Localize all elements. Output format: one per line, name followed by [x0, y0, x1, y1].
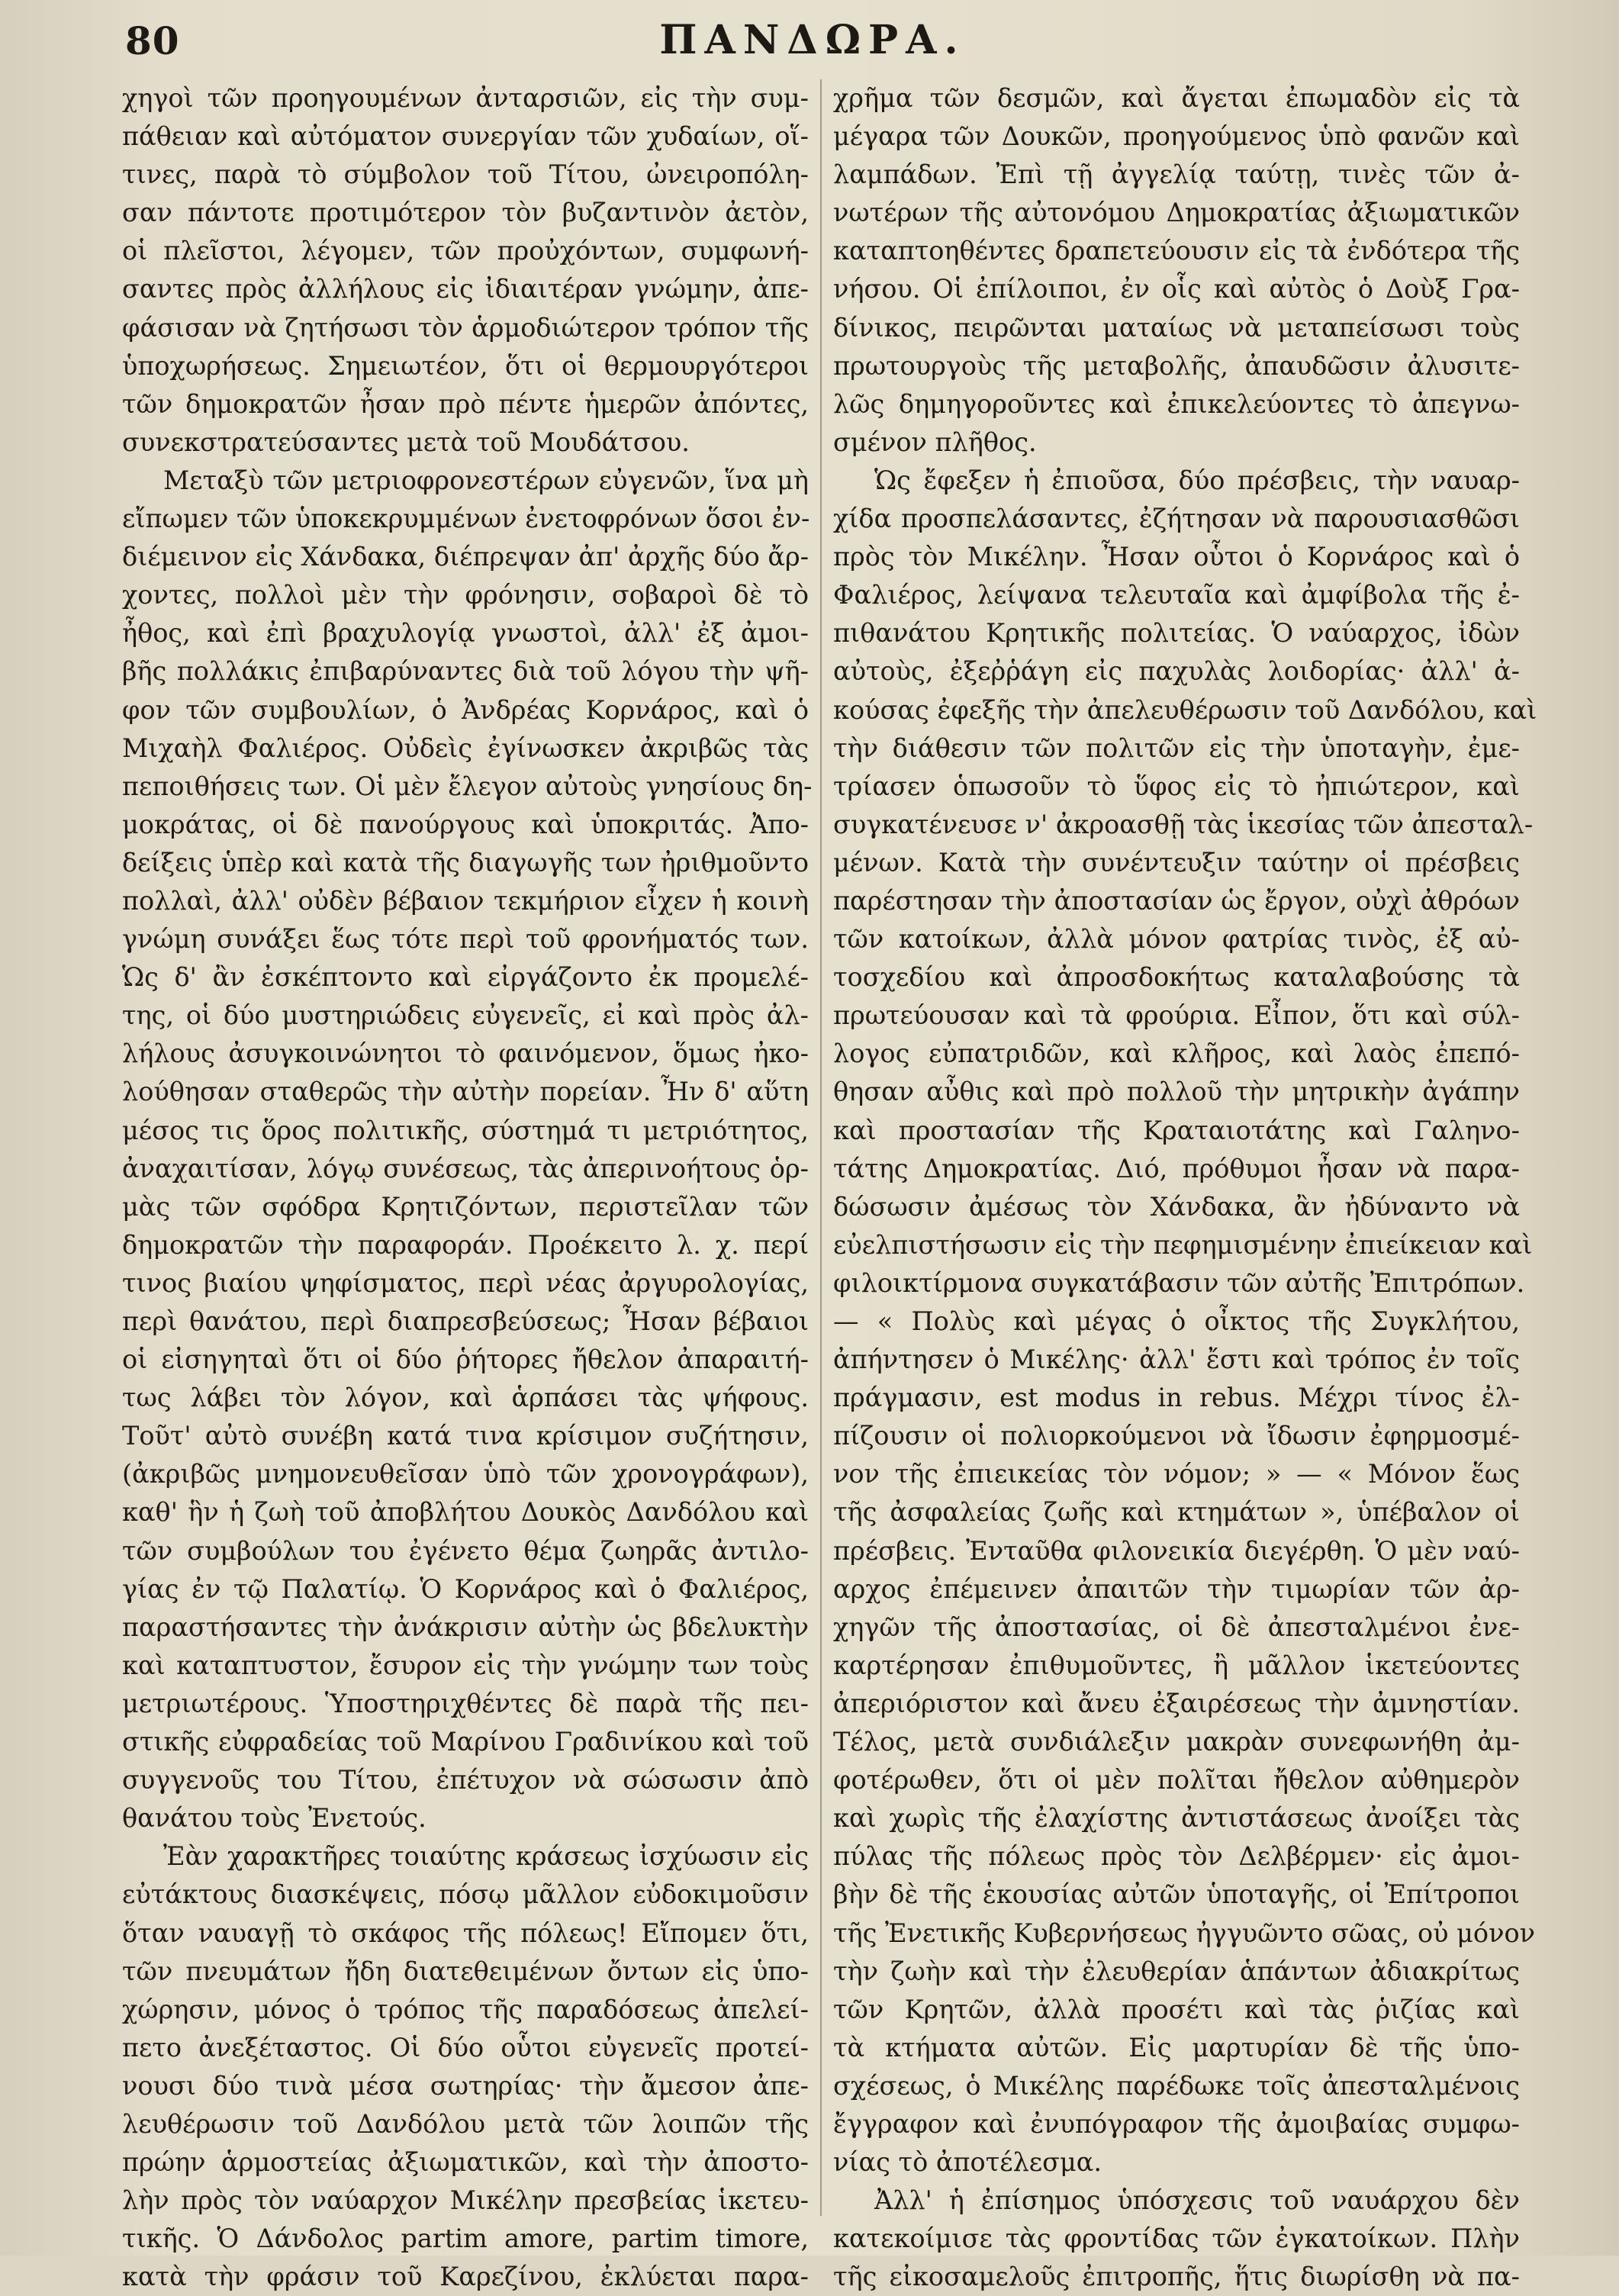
- text-line: της, οἱ δύο μυστηριώδεις εὐγενεῖς, εἰ καὶ πρὸς ἀλ-: [122, 1000, 809, 1031]
- text-line: μένων. Κατὰ τὴν συνέντευξιν ταύτην οἱ πρέσβεις: [833, 847, 1520, 878]
- text-line: εἴπωμεν τῶν ὑποκεκρυμμένων ἐνετοφρόνων ὅσοι ἐν-: [122, 504, 810, 534]
- text-line: μέγαρα τῶν Δουκῶν, προηγούμενος ὑπὸ φανῶν καὶ: [833, 121, 1520, 152]
- text-line: συγκατένευσε ν' ἀκροασθῇ τὰς ἱκεσίας τῶν ἀπεσταλ-: [833, 809, 1534, 839]
- text-line: δείξεις ὑπὲρ καὶ κατὰ τῆς διαγωγῆς των ἠριθμοῦντο: [122, 847, 809, 878]
- text-line: χηγοὶ τῶν προηγουμένων ἀνταρσιῶν, εἰς τὴν συμ-: [122, 83, 809, 113]
- text-line: Τέλος, μετὰ συνδιάλεξιν μακρὰν συνεφωνήθη ἀμ-: [833, 1727, 1520, 1757]
- text-line: μοκράτας, οἱ δὲ πανούργους καὶ ὑποκριτάς. Ἀπο-: [122, 809, 809, 839]
- text-line: τῶν πνευμάτων ἤδη διατεθειμένων ὄντων εἰς ὑπο-: [122, 1956, 809, 1986]
- text-line: μέσος τις ὅρος πολιτικῆς, σύστημά τι μετριότητος,: [122, 1115, 809, 1145]
- text-line: ὅταν ναυαγῇ τὸ σκάφος τῆς πόλεως! Εἴπομεν ὅτι,: [122, 1918, 809, 1948]
- text-line: καὶ καταπτυστον, ἔσυρον εἰς τὴν γνώμην των τοὺς: [122, 1650, 809, 1680]
- text-line: σαν πάντοτε προτιμότερον τὸν βυζαντινὸν ἀετὸν,: [122, 198, 809, 228]
- text-line: πάθειαν καὶ αὐτόματον συνεργίαν τῶν χυδαίων, οἵ-: [122, 121, 809, 152]
- text-line: Μιχαὴλ Φαλιέρος. Οὐδεὶς ἐγίνωσκεν ἀκριβῶς τὰς: [122, 733, 809, 763]
- text-line: νήσου. Οἱ ἐπίλοιποι, ἐν οἷς καὶ αὐτὸς ὁ Δοὺξ Γρα-: [833, 274, 1520, 304]
- text-line: καθ' ἣν ἡ ζωὴ τοῦ ἀποβλήτου Δουκὸς Δανδόλου καὶ: [122, 1497, 809, 1528]
- text-line: λήλους ἀσυγκοινώνητοι τὸ φαινόμενον, ὅμως ἠκο-: [122, 1039, 809, 1069]
- text-line: ὑποχωρήσεως. Σημειωτέον, ὅτι οἱ θερμουργότεροι: [122, 350, 809, 381]
- page-number: 80: [125, 18, 180, 63]
- text-line: βὴν δὲ τῆς ἑκουσίας αὐτῶν ὑποταγῆς, οἱ Ἐπίτροποι: [833, 1879, 1520, 1910]
- text-line: λευθέρωσιν τοῦ Δανδόλου μετὰ τῶν λοιπῶν τῆς: [122, 2108, 809, 2139]
- page-header: [114, 14, 1511, 64]
- text-line: τινος βιαίου ψηφίσματος, περὶ νέας ἀργυρολογίας,: [122, 1267, 809, 1298]
- text-line: συνεκστρατεύσαντες μετὰ τοῦ Μουδάτσου.: [122, 427, 690, 457]
- text-line: φον τῶν συμβουλίων, ὁ Ἀνδρέας Κορνάρος, καὶ ὁ: [122, 694, 809, 725]
- paragraph: [833, 2182, 1520, 2296]
- text-line: χώρησιν, μόνος ὁ τρόπος τῆς παραδόσεως ἀπελεί-: [122, 1994, 809, 2024]
- text-line: πρωτεύουσαν καὶ τὰ φρούρια. Εἶπον, ὅτι καὶ σύλ-: [833, 1000, 1520, 1031]
- column-divider: [820, 79, 822, 2216]
- left-column: [122, 79, 813, 2292]
- text-line: πετο ἀνεξέταστος. Οἱ δύο οὗτοι εὐγενεῖς προτεί-: [122, 2032, 809, 2063]
- text-line: φοτέρωθεν, ὅτι οἱ μὲν πολῖται ἤθελον αὐθημερὸν: [833, 1765, 1520, 1795]
- text-line: παραστήσαντες τὴν ἀνάκρισιν αὐτὴν ὡς βδελυκτὴν: [122, 1612, 809, 1642]
- text-line: τικῆς. Ὁ Δάνδολος partim amore, partim timore,: [122, 2224, 809, 2254]
- text-line: τὴν ζωὴν καὶ τὴν ἐλευθερίαν ἁπάντων ἀδιακρίτως: [833, 1956, 1520, 1986]
- text-line: — « Πολὺς καὶ μέγας ὁ οἶκτος τῆς Συγκλήτου,: [833, 1306, 1520, 1336]
- text-line: τῆς εἰκοσαμελοῦς ἐπιτροπῆς, ἥτις διωρίσθη νὰ πα-: [833, 2262, 1520, 2292]
- text-line: ἔγγραφον καὶ ἐνυπόγραφον τῆς ἀμοιβαίας συμφω-: [833, 2108, 1520, 2139]
- text-line: χίδα προσπελάσαντες, ἐζήτησαν νὰ παρουσιασθῶσι: [833, 504, 1520, 534]
- text-line: (ἀκριβῶς μνημονευθεῖσαν ὑπὸ τῶν χρονογράφων),: [122, 1459, 809, 1489]
- text-line: πολλαὶ, ἀλλ' οὐδὲν βέβαιον τεκμήριον εἶχεν ἡ κοινὴ: [122, 885, 809, 916]
- text-line: θησαν αὖθις καὶ πρὸ πολλοῦ τὴν μητρικὴν ἀγάπην: [833, 1077, 1520, 1107]
- text-line: διέμεινον εἰς Χάνδακα, διέπρεψαν ἀπ' ἀρχῆς δύο ἄρ-: [122, 542, 810, 572]
- text-line: τῶν συμβούλων του ἐγένετο θέμα ζωηρᾶς ἀντιλο-: [122, 1535, 809, 1566]
- text-line: Μεταξὺ τῶν μετριοφρονεστέρων εὐγενῶν, ἵνα μὴ: [163, 465, 809, 495]
- text-line: πρώην ἁρμοστείας ἀξιωματικῶν, καὶ τὴν ἀποστο-: [122, 2147, 809, 2178]
- text-line: καὶ προστασίαν τῆς Κραταιοτάτης καὶ Γαληνο-: [833, 1115, 1520, 1145]
- text-line: καρτέρησαν ἐπιθυμοῦντες, ἢ μᾶλλον ἱκετεύοντες: [833, 1650, 1520, 1680]
- text-line: λογος εὐπατριδῶν, καὶ κλῆρος, καὶ λαὸς ἐπεπό-: [833, 1039, 1520, 1069]
- text-line: γίας ἐν τῷ Παλατίῳ. Ὁ Κορνάρος καὶ ὁ Φαλιέρος,: [122, 1573, 809, 1604]
- text-line: τῶν δημοκρατῶν ἦσαν πρὸ πέντε ἡμερῶν ἀπόντες,: [122, 388, 809, 419]
- text-line: κούσας ἐφεξῆς τὴν ἀπελευθέρωσιν τοῦ Δανδόλου, καὶ: [833, 694, 1537, 725]
- text-line: σμένον πλῆθος.: [833, 427, 1037, 457]
- text-line: στικῆς εὐφραδείας τοῦ Μαρίνου Γραδινίκου καὶ τοῦ: [122, 1727, 809, 1757]
- text-line: οἱ πλεῖστοι, λέγομεν, τῶν προὐχόντων, συμφωνή-: [122, 236, 809, 266]
- text-line: αὐτοὺς, ἐξεῤῥάγη εἰς παχυλὰς λοιδορίας· ἀλλ' ἀ-: [833, 656, 1520, 687]
- text-line: λῶς δημηγοροῦντες καὶ ἐπικελεύοντες τὸ ἀπεγνω-: [833, 388, 1520, 419]
- text-line: τὰ κτήματα αὐτῶν. Εἰς μαρτυρίαν δὲ τῆς ὑπο-: [833, 2032, 1520, 2063]
- text-line: Φαλιέρος, λείψανα τελευταῖα καὶ ἀμφίβολα τῆς ἐ-: [833, 580, 1520, 610]
- paragraph: [122, 79, 809, 462]
- text-line: κατεκοίμισε τὰς φροντίδας τῶν ἐγκατοίκων. Πλὴν: [833, 2224, 1520, 2254]
- text-line: πεποιθήσεις των. Οἱ μὲν ἔλεγον αὐτοὺς γνησίους δη-: [122, 771, 813, 801]
- text-line: χοντες, πολλοὶ μὲν τὴν φρόνησιν, σοβαροὶ δὲ τὸ: [122, 580, 809, 610]
- text-line: τινες, παρὰ τὸ σύμβολον τοῦ Τίτου, ὠνειροπόλη-: [122, 159, 809, 190]
- text-line: λαμπάδων. Ἐπὶ τῇ ἀγγελίᾳ ταύτῃ, τινὲς τῶν ἀ-: [833, 159, 1520, 190]
- text-line: σαντες πρὸς ἀλλήλους εἰς ἰδιαιτέραν γνώμην, ἀπε-: [122, 274, 809, 304]
- text-line: ἦθος, καὶ ἐπὶ βραχυλογίᾳ γνωστοὶ, ἀλλ' ἐξ ἀμοι-: [122, 618, 809, 649]
- text-line: τῆς ἀσφαλείας ζωῆς καὶ κτημάτων », ὑπέβαλον οἱ: [833, 1497, 1520, 1528]
- text-line: αρχος ἐπέμεινεν ἀπαιτῶν τὴν τιμωρίαν τῶν ἀρ-: [833, 1573, 1520, 1604]
- text-line: εὐτάκτους διασκέψεις, πόσῳ μᾶλλον εὐδοκιμοῦσιν: [122, 1879, 809, 1910]
- text-line: δημοκρατῶν τὴν παραφοράν. Προέκειτο λ. χ. περί: [122, 1229, 809, 1260]
- text-line: χρῆμα τῶν δεσμῶν, καὶ ἄγεται ἐπωμαδὸν εἰς τὰ: [833, 83, 1520, 113]
- text-line: πίζουσιν οἱ πολιορκούμενοι νὰ ἴδωσιν ἐφηρμοσμέ-: [833, 1421, 1520, 1451]
- text-line: Ἀλλ' ἡ ἐπίσημος ὑπόσχεσις τοῦ ναυάρχου δὲν: [874, 2185, 1520, 2216]
- paragraph: [122, 462, 813, 1837]
- text-line: βῆς πολλάκις ἐπιβαρύναντες διὰ τοῦ λόγου τὴν ψῆ-: [122, 656, 809, 687]
- text-line: τάτης Δημοκρατίας. Διό, πρόθυμοι ἦσαν νὰ παρα-: [833, 1153, 1520, 1183]
- text-line: τῶν Κρητῶν, ἀλλὰ προσέτι καὶ τὰς ῥιζίας καὶ: [833, 1994, 1520, 2024]
- text-line: δώσωσιν ἀμέσως τὸν Χάνδακα, ἂν ἠδύναντο νὰ: [833, 1191, 1520, 1222]
- text-line: τοσχεδίου καὶ ἀπροσδοκήτως καταλαβούσης τὰ: [833, 962, 1520, 993]
- text-line: νίας τὸ ἀποτέλεσμα.: [833, 2147, 1102, 2178]
- text-line: νον τῆς ἐπιεικείας τὸν νόμον; » — « Μόνον ἕως: [833, 1459, 1520, 1489]
- right-column: [833, 79, 1537, 2292]
- text-line: Τοῦτ' αὐτὸ συνέβη κατά τινα κρίσιμον συζήτησιν,: [122, 1421, 809, 1451]
- text-line: κατὰ τὴν φράσιν τοῦ Καρεζίνου, ἐκλύεται παρα-: [122, 2262, 809, 2292]
- text-line: σχέσεως, ὁ Μικέλης παρέδωκε τοῖς ἀπεσταλμένοις: [833, 2070, 1520, 2101]
- text-line: Ὡς ἔφεξεν ἡ ἐπιοῦσα, δύο πρέσβεις, τὴν ναυαρ-: [874, 465, 1520, 495]
- text-line: πρὸς τὸν Μικέλην. Ἦσαν οὗτοι ὁ Κορνάρος καὶ ὁ: [833, 542, 1520, 572]
- text-line: τρίασεν ὁπωσοῦν τὸ ὕφος εἰς τὸ ἠπιώτερον, καὶ: [833, 771, 1520, 801]
- text-line: μὰς τῶν σφόδρα Κρητιζόντων, περιστεῖλαν τῶν: [122, 1191, 809, 1222]
- text-line: παρέστησαν τὴν ἀποστασίαν ὡς ἔργον, οὐχὶ ἀθρόων: [833, 885, 1520, 916]
- text-line: μετριωτέρους. Ὑποστηριχθέντες δὲ παρὰ τῆς πει-: [122, 1688, 809, 1718]
- text-line: γνώμη συνάξει ἕως τότε περὶ τοῦ φρονήματός των.: [122, 924, 809, 955]
- text-line: τῶν κατοίκων, ἀλλὰ μόνον φατρίας τινὸς, ἐξ αὐ-: [833, 924, 1520, 955]
- text-line: καταπτοηθέντες δραπετεύουσιν εἰς τὰ ἐνδότερα τῆς: [833, 236, 1520, 266]
- text-line: εὐελπιστήσωσιν εἰς τὴν πεφημισμένην ἐπιείκειαν καὶ: [833, 1229, 1533, 1260]
- text-line: λούθησαν σταθερῶς τὴν αὐτὴν πορείαν. Ἦν δ' αὕτη: [122, 1077, 809, 1107]
- text-line: τως λάβει τὸν λόγον, καὶ ἁρπάσει τὰς ψήφους.: [122, 1383, 809, 1413]
- text-line: πρέσβεις. Ἐνταῦθα φιλονεικία διεγέρθη. Ὁ μὲν ναύ-: [833, 1535, 1520, 1566]
- paragraph: [122, 1837, 809, 2296]
- text-line: θανάτου τοὺς Ἐνετούς.: [122, 1803, 426, 1834]
- text-line: τῆς Ἐνετικῆς Κυβερνήσεως ἠγγυῶντο σῶας, οὐ μόνον: [833, 1918, 1535, 1948]
- text-line: οἱ εἰσηγηταὶ ὅτι οἱ δύο ῥήτορες ἤθελον ἀπαραιτή-: [122, 1344, 809, 1375]
- text-line: συγγενοῦς του Τίτου, ἐπέτυχον νὰ σώσωσιν ἀπὸ: [122, 1765, 809, 1795]
- text-line: πύλας τῆς πόλεως πρὸς τὸν Δελβέρμεν· εἰς ἀμοι-: [833, 1841, 1520, 1872]
- text-line: πράγμασιν, est modus in rebus. Μέχρι τίνος ἐλ-: [833, 1383, 1520, 1413]
- text-line: νωτέρων τῆς αὐτονόμου Δημοκρατίας ἀξιωματικῶν: [833, 198, 1520, 228]
- paragraph: [833, 79, 1520, 462]
- text-line: φιλοικτίρμονα συγκατάβασιν τῶν αὐτῆς Ἐπιτρόπων.: [833, 1267, 1525, 1298]
- text-line: φάσισαν νὰ ζητήσωσι τὸν ἁρμοδιώτερον τρόπον τῆς: [122, 312, 809, 343]
- text-line: ἀπεριόριστον καὶ ἄνευ ἐξαιρέσεως τὴν ἀμνηστίαν.: [833, 1688, 1520, 1718]
- text-line: ἀπήντησεν ὁ Μικέλης· ἀλλ' ἔστι καὶ τρόπος ἐν τοῖς: [833, 1344, 1520, 1375]
- text-line: Ὡς δ' ἂν ἐσκέπτοντο καὶ εἰργάζοντο ἐκ προμελέ-: [122, 962, 809, 993]
- text-line: νουσι δύο τινὰ μέσα σωτηρίας· τὴν ἄμεσον ἀπε-: [122, 2070, 809, 2101]
- text-line: πρωτουργοὺς τῆς μεταβολῆς, ἀπαυδῶσιν ἀλυσιτε-: [833, 350, 1520, 381]
- text-line: τὴν διάθεσιν τῶν πολιτῶν εἰς τὴν ὑποταγὴν, ἐμε-: [833, 733, 1520, 763]
- paragraph: [833, 462, 1537, 2182]
- text-line: περὶ θανάτου, περὶ διαπρεσβεύσεως; Ἦσαν βέβαιοι: [122, 1306, 809, 1336]
- text-line: καὶ χωρὶς τῆς ἐλαχίστης ἀντιστάσεως ἀνοίξει τὰς: [833, 1803, 1520, 1834]
- running-title: ΠΑΝΔΩΡΑ.: [659, 17, 966, 63]
- text-line: δίνικος, πειρῶνται ματαίως νὰ μεταπείσωσι τοὺς: [833, 312, 1520, 343]
- text-line: χηγῶν τῆς ἀποστασίας, οἱ δὲ ἀπεσταλμένοι ἐνε-: [833, 1612, 1520, 1642]
- text-line: πιθανάτου Κρητικῆς πολιτείας. Ὁ ναύαρχος, ἰδὼν: [833, 618, 1520, 649]
- text-line: ἀναχαιτίσαν, λόγῳ συνέσεως, τὰς ἀπερινοήτους ὁρ-: [122, 1153, 809, 1183]
- text-line: Ἐὰν χαρακτῆρες τοιαύτης κράσεως ἰσχύωσιν εἰς: [163, 1841, 809, 1872]
- text-line: λὴν πρὸς τὸν ναύαρχον Μικέλην πρεσβείας ἱκετευ-: [122, 2185, 809, 2216]
